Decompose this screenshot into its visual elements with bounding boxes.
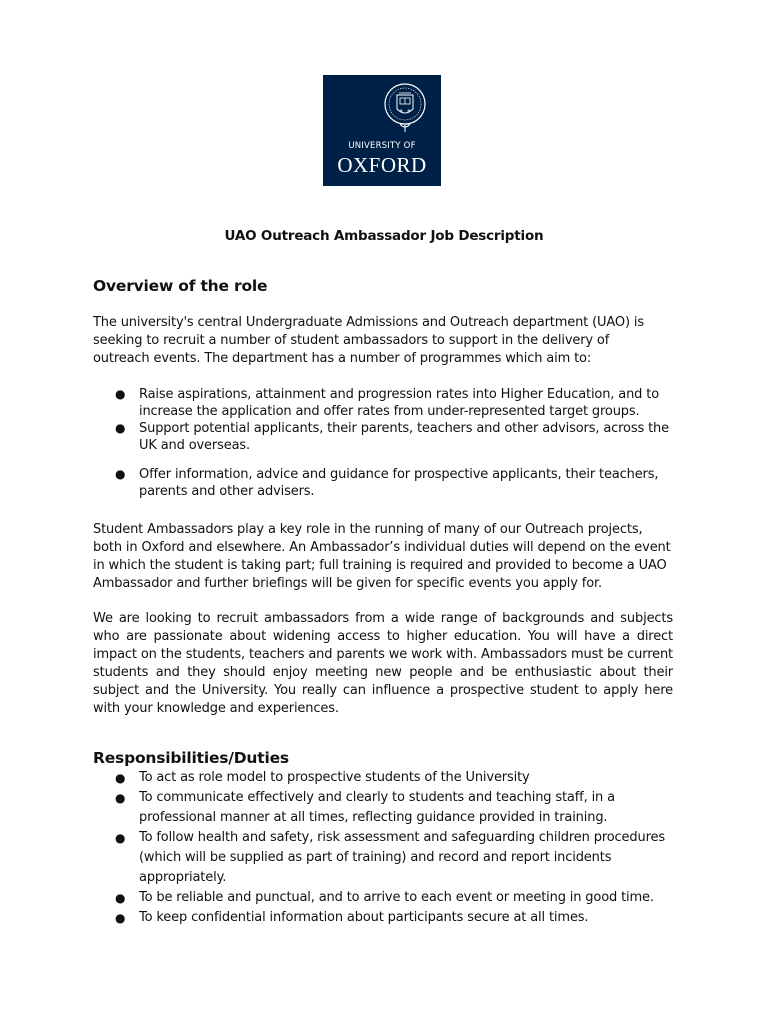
bullet-icon: ● [115,771,126,785]
bullet-icon: ● [115,831,126,845]
bullet-icon: ● [115,467,126,481]
list-item: ● Offer information, advice and guidance for prospective applicants, their teachers, parents and other advisers. [115,467,659,499]
list-item: ● Support potential applicants, their parents, teachers and other advisors, across the UK and overseas. [115,421,669,453]
overview-bullet-list [93,386,673,500]
overview-intro-paragraph: The university's central Undergraduate Admissions and Outreach department (UAO) is seeking to recruit a number of student ambassadors to support in the delivery of outreach events. The department has a number of programmes which aim to: [93,315,644,366]
bullet-icon: ● [115,891,126,905]
page-title: UAO Outreach Ambassador Job Description [224,228,544,244]
list-item: ● To keep confidential information about participants secure at all times. [93,908,673,928]
logo-line-university-of: UNIVERSITY OF [348,141,416,151]
logo-line-oxford: OXFORD [337,153,427,177]
list-item: ● To be reliable and punctual, and to arrive to each event or meeting in good time. [93,888,673,908]
bullet-icon: ● [115,421,126,435]
list-item: ● To act as role model to prospective students of the University [93,768,673,788]
university-logo [323,75,441,186]
list-item: ● Raise aspirations, attainment and progression rates into Higher Education, and to increase the application and offer rates from under-represented target groups. [115,387,660,419]
ambassadors-role-paragraph: Student Ambassadors play a key role in the running of many of our Outreach projects, both in Oxford and elsewhere. An Ambassador’s individual duties will depend on the event in which the student is taking part; full training is required and provided to become a UAO Ambassador and further briefings will be given for specific events you apply for. [93,522,671,591]
responsibilities-heading: Responsibilities/Duties [93,749,289,767]
recruitment-paragraph: We are looking to recruit ambassadors from a wide range of backgrounds and subjects who are passionate about widening access to higher education. You will have a direct impact on the students, teachers and parents we work with. Ambassadors must be current students and they should enjoy meeting new people and be enthusiastic about their subject and the University. You really can influence a prospective student to apply here with your knowledge and experiences. [93,611,673,716]
bullet-icon: ● [115,387,126,401]
bullet-icon: ● [115,791,126,805]
bullet-icon: ● [115,911,126,925]
overview-heading: Overview of the role [93,277,268,295]
responsibilities-bullet-list [93,768,673,928]
list-item: ● To communicate effectively and clearly to students and teaching staff, in a professional manner at all times, reflecting guidance provided in training. [115,790,615,825]
list-item: ● To follow health and safety, risk assessment and safeguarding children procedures (which will be supplied as part of training) and record and report incidents appropriately. [115,830,665,885]
